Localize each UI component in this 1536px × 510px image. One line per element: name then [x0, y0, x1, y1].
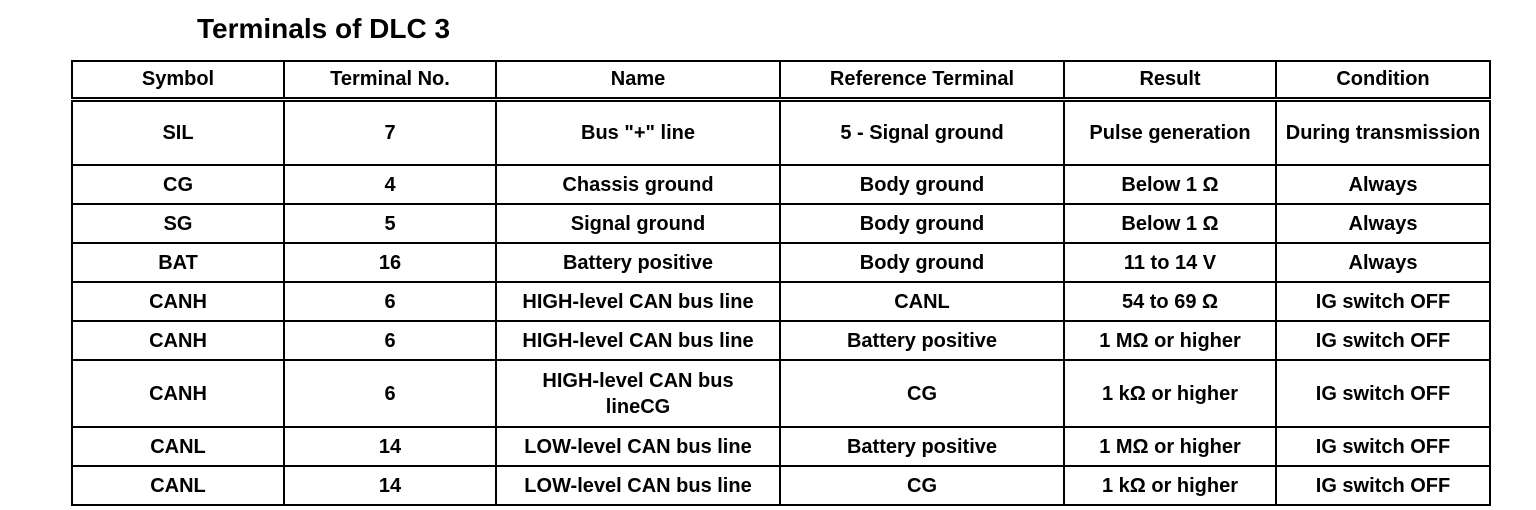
cell-condition: During transmission — [1276, 99, 1490, 165]
cell-condition: Always — [1276, 204, 1490, 243]
header-name: Name — [496, 61, 780, 99]
table-row — [72, 321, 1490, 360]
cell-symbol: CANH — [72, 360, 284, 427]
cell-result: 1 MΩ or higher — [1064, 427, 1276, 466]
cell-result: 1 kΩ or higher — [1064, 360, 1276, 427]
cell-name: Bus "+" line — [496, 99, 780, 165]
cell-symbol: BAT — [72, 243, 284, 282]
cell-name: Battery positive — [496, 243, 780, 282]
cell-reference-terminal: Body ground — [780, 165, 1064, 204]
cell-condition: IG switch OFF — [1276, 282, 1490, 321]
cell-symbol: SIL — [72, 99, 284, 165]
cell-name: HIGH-level CAN bus lineCG — [496, 360, 780, 427]
cell-name: HIGH-level CAN bus line — [496, 282, 780, 321]
cell-terminal-no: 16 — [284, 243, 496, 282]
cell-reference-terminal: 5 - Signal ground — [780, 99, 1064, 165]
header-condition: Condition — [1276, 61, 1490, 99]
cell-terminal-no: 7 — [284, 99, 496, 165]
cell-symbol: CANH — [72, 321, 284, 360]
cell-reference-terminal: Battery positive — [780, 321, 1064, 360]
cell-terminal-no: 14 — [284, 427, 496, 466]
table-row — [72, 282, 1490, 321]
cell-result: Pulse generation — [1064, 99, 1276, 165]
cell-reference-terminal: CG — [780, 360, 1064, 427]
cell-terminal-no: 6 — [284, 282, 496, 321]
cell-condition: IG switch OFF — [1276, 321, 1490, 360]
table-row — [72, 466, 1490, 505]
cell-condition: Always — [1276, 165, 1490, 204]
cell-condition: IG switch OFF — [1276, 466, 1490, 505]
cell-reference-terminal: Battery positive — [780, 427, 1064, 466]
cell-result: Below 1 Ω — [1064, 204, 1276, 243]
table-header-row — [72, 61, 1490, 99]
cell-result: 54 to 69 Ω — [1064, 282, 1276, 321]
table-row — [72, 360, 1490, 427]
cell-symbol: CANL — [72, 466, 284, 505]
cell-symbol: SG — [72, 204, 284, 243]
cell-reference-terminal: CG — [780, 466, 1064, 505]
cell-terminal-no: 6 — [284, 321, 496, 360]
cell-symbol: CANL — [72, 427, 284, 466]
header-terminal-no: Terminal No. — [284, 61, 496, 99]
cell-reference-terminal: CANL — [780, 282, 1064, 321]
cell-condition: IG switch OFF — [1276, 427, 1490, 466]
table-row — [72, 99, 1490, 165]
dlc-terminals-table — [71, 60, 1491, 506]
cell-result: 11 to 14 V — [1064, 243, 1276, 282]
cell-symbol: CANH — [72, 282, 284, 321]
table-row — [72, 427, 1490, 466]
cell-result: Below 1 Ω — [1064, 165, 1276, 204]
header-symbol: Symbol — [72, 61, 284, 99]
cell-name: LOW-level CAN bus line — [496, 427, 780, 466]
cell-name: LOW-level CAN bus line — [496, 466, 780, 505]
cell-terminal-no: 14 — [284, 466, 496, 505]
cell-result: 1 MΩ or higher — [1064, 321, 1276, 360]
cell-condition: Always — [1276, 243, 1490, 282]
header-result: Result — [1064, 61, 1276, 99]
cell-symbol: CG — [72, 165, 284, 204]
table-row — [72, 165, 1490, 204]
header-reference-terminal: Reference Terminal — [780, 61, 1064, 99]
cell-name: Signal ground — [496, 204, 780, 243]
table-row — [72, 243, 1490, 282]
cell-reference-terminal: Body ground — [780, 204, 1064, 243]
cell-name: HIGH-level CAN bus line — [496, 321, 780, 360]
cell-terminal-no: 4 — [284, 165, 496, 204]
cell-name: Chassis ground — [496, 165, 780, 204]
cell-reference-terminal: Body ground — [780, 243, 1064, 282]
page-title: Terminals of DLC 3 — [197, 13, 451, 44]
cell-condition: IG switch OFF — [1276, 360, 1490, 427]
cell-terminal-no: 6 — [284, 360, 496, 427]
cell-terminal-no: 5 — [284, 204, 496, 243]
table-row — [72, 204, 1490, 243]
cell-result: 1 kΩ or higher — [1064, 466, 1276, 505]
